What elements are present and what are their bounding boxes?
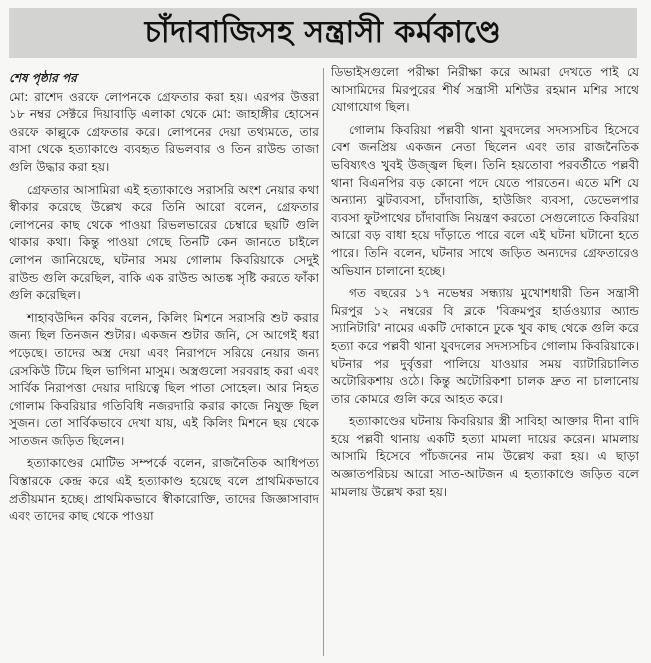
- headline: চাঁদাবাজিসহ সন্ত্রাসী কর্মকাণ্ডে: [144, 14, 502, 50]
- article-paragraph: ডিভাইসগুলো পরীক্ষা নিরীক্ষা করে আমরা দেখতে পাই যে আসামিদের মিরপুরের শীর্ষ সন্ত্রাসী মশিউর রহমান মশির সাথে যোগাযোগ ছিল।: [331, 65, 639, 115]
- article-paragraph: শাহাবউদ্দিন কবির বলেন, কিলিং মিশনে সরাসরি শুট করার জন্য ছিল তিনজন শুটার। একজন শুটার জনি, সে আগেই ধরা পড়েছে। তাদের অস্ত্র দেয়া এবং নিরাপদে সরিয়ে নেয়ার জন্য রেসকিউ টিমে ছিল ভাগিনা মাসুম। অস্ত্রগুলো সরবরাহ করা এবং সার্বিক নিরাপত্তা দেয়ার দায়িত্বে ছিল পাতা সোহেল। আর নিহত গোলাম কিবরিয়ার গতিবিধি নজরদারি করার কাজে নিযুক্ত ছিল সুজন। তো সার্বিকভাবে দেখা যায়, এই কিলিং মিশনে ছয় থেকে সাতজন জড়িত ছিলেন।: [9, 310, 319, 448]
- headline-bar: [9, 8, 637, 58]
- article-paragraph: গোলাম কিবরিয়া পল্লবী থানা যুবদলের সদস্যসচিব হিসেবে বেশ জনপ্রিয় একজন নেতা ছিলেন এবং তার রাজনৈতিক ভবিষ্যৎও খুবই উজ্জ্বল ছিল। তিনি হয়তোবা পরবর্তীতে পল্লবী থানা বিএনপির বড় কোনো পদে যেতে পারতেন। এতে মশি যে অন্যান্য ঝুটব্যবসা, চাঁদাবাজি, হাউজিং ব্যবসা, ডেভেলপার ব্যবসা ফুটপাথের চাঁদাবাজি নিয়ন্ত্রণ করতো সেগুলোতে কিবরিয়া আরো বড় বাধা হয়ে দাঁড়াতে পারে বলে এই ঘটনা ঘটানো হতে পারে। তিনি বলেন, ঘটনার সাথে জড়িত অন্যদের গ্রেফতারেও অভিযান চালানো হচ্ছে।: [331, 122, 639, 278]
- article-paragraph: হত্যাকাণ্ডের ঘটনায় কিবরিয়ার স্ত্রী সাবিহা আক্তার দীনা বাদি হয়ে পল্লবী থানায় একটি হত্যা মামলা দায়ের করেন। মামলায় আসামি হিসেবে পাঁচজনের নাম উল্লেখ করা হয়। এ ছাড়া অজ্ঞাতপরিচয় আরো সাত-আটজন এ হত্যাকাণ্ডে জড়িত বলে মামলায় উল্লেখ করা হয়।: [331, 414, 639, 499]
- right-column: [331, 64, 639, 654]
- continued-label: শেষ পৃষ্ঠার পর: [9, 71, 77, 85]
- column-divider: [323, 68, 324, 656]
- article-paragraph: গ্রেফতার আসামিরা এই হত্যাকাণ্ডে সরাসরি অংশ নেয়ার কথা স্বীকার করেছে উল্লেখ করে তিনি আরো বলেন, গ্রেফতার লোপনের কাছ থেকে পাওয়া রিভলভারের চেম্বারে ছয়টি গুলি থাকার কথা। কিন্তু পাওয়া গেছে তিনটি কেন জানতে চাইলে লোপন জানিয়েছে, ঘটনার সময় গোলাম কিবরিয়াকে সেদুই রাউন্ড গুলি করেছিল, বাকি এক রাউন্ড আতঙ্ক সৃষ্টি করতে ফাঁকা গুলি করেছিল।: [9, 182, 319, 303]
- article-paragraph: মো: রাশেদ ওরফে লোপনকে গ্রেফতার করা হয়। এরপর উত্তরা ১৮ নম্বর সেক্টরে দিয়াবাড়ি এলাকা থেকে মো: জাহাঙ্গীর হোসেন ওরফে কাল্লুকে গ্রেফতার করে। লোপনের দেয়া তথ্যমতে, তার বাসা থেকে হত্যাকাণ্ডে ব্যবহৃত রিভলবার ও তিন রাউন্ড তাজা গুলি উদ্ধার করা হয়।: [9, 89, 319, 174]
- left-column: [9, 70, 319, 660]
- article-paragraph: হত্যাকাণ্ডের মোটিভ সম্পর্কে বলেন, রাজনৈতিক আধিপত্য বিস্তারকে কেন্দ্র করে এই হত্যাকাণ্ড হয়েছে বলে প্রাথমিকভাবে প্রতীয়মান হচ্ছে। প্রাথমিকভাবে স্বীকারোক্তি, তাদের জিজ্ঞাসাবাদ এবং তাদের কাছ থেকে পাওয়া: [9, 456, 319, 524]
- article-paragraph: গত বছরের ১৭ নভেম্বর সন্ধ্যায় মুখোশধারী তিন সন্ত্রাসী মিরপুর ১২ নম্বরের বি ব্লকে 'বিক্রমপুর হার্ডওয়্যার অ্যান্ড স্যানিটারি' নামের একটি দোকানে ঢুকে খুব কাছ থেকে গুলি করে হত্যা করে পল্লবী থানা যুবদলের সদস্যসচিব গোলাম কিবরিয়াকে। ঘটনার পর দুর্বৃত্তরা পালিয়ে যাওয়ার সময় ব্যাটারিচালিত অটোরিকশায় ওঠে। কিন্তু অটোরিকশা চালক দ্রুত না চালানোয় তার কোমরে গুলি করে আহত করে।: [331, 286, 639, 406]
